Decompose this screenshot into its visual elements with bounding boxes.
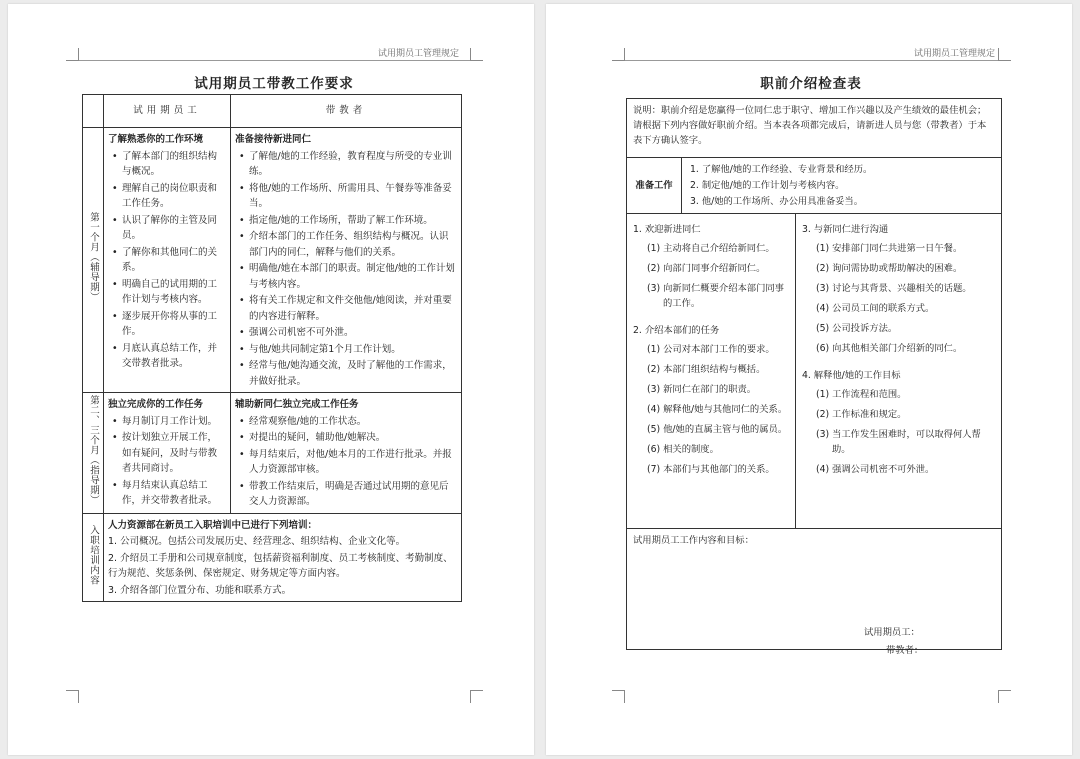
- checklist-item: (1) 安排部门同仁共进第一日午餐。: [815, 243, 963, 254]
- document-title: 试用期员工带教工作要求: [194, 76, 354, 92]
- corner-mark: [66, 48, 79, 61]
- intro-row: [627, 99, 1002, 158]
- list-item: • 将他/她的工作场所、所需用具、午餐券等准备妥当。: [249, 181, 457, 212]
- checklist-item: (5) 公司投诉方法。: [815, 323, 898, 334]
- list-item: • 经常观察他/她的工作状态。: [249, 414, 457, 430]
- checklist-item: (1) 工作流程和范围。: [815, 389, 907, 400]
- page-header-text: 试用期员工管理规定: [914, 49, 996, 59]
- checklist-item: (2) 工作标准和规定。: [815, 409, 907, 420]
- checklist-item: (3) 当工作发生困难时，可以取得何人帮助。: [815, 429, 981, 455]
- column-header-mentor: 带教者: [231, 95, 462, 128]
- list-item: • 与他/她共同制定第1个月工作计划。: [249, 342, 457, 358]
- corner-mark: [470, 48, 483, 61]
- list-item: • 经常与他/她沟通交流，及时了解他的工作需求，并做好批录。: [249, 358, 457, 389]
- list-item: • 带教工作结束后，明确是否通过试用期的意见后交人力资源部。: [249, 479, 457, 510]
- header-rule: [624, 60, 998, 61]
- list-item: • 了解他/她的工作经验，教育程度与所受的专业训练。: [249, 149, 457, 180]
- prep-items: [682, 158, 1002, 214]
- table-row-month-2-3: [83, 393, 462, 514]
- section-heading: 独立完成你的工作任务: [108, 399, 204, 410]
- list-item: • 了解本部门的组织结构与概况。: [122, 149, 226, 180]
- list-item: • 每月结束后，对他/她本月的工作进行批录。并报人力资源部审核。: [249, 447, 457, 478]
- page-header-text: 试用期员工管理规定: [378, 49, 460, 59]
- checklist-item: (4) 解释他/她与其他同仁的关系。: [647, 404, 788, 415]
- bullet-list: [108, 414, 226, 509]
- checklist-left-column: [627, 214, 796, 529]
- list-item: • 按计划独立开展工作，如有疑问，及时与带教者共同商讨。: [122, 430, 226, 477]
- list-item: • 明确他/她在本部门的职责。制定他/她的工作计划与考核内容。: [249, 261, 457, 292]
- checklist-item: (1) 公司对本部门工作的要求。: [647, 344, 775, 355]
- goals-label: 试用期员工工作内容和目标：: [633, 535, 754, 546]
- group-title: 3. 与新同仁进行沟通: [801, 224, 889, 235]
- section-heading: 人力资源部在新员工入职培训中已进行下列培训：: [108, 519, 318, 531]
- left-document-page: [8, 4, 534, 755]
- checklist-item: (7) 本部们与其他部门的关系。: [647, 464, 775, 475]
- bullet-list: [235, 149, 457, 390]
- section-heading: 辅助新同仁独立完成工作任务: [235, 399, 359, 410]
- right-document-page: [546, 4, 1072, 755]
- table-row-month-1: [83, 128, 462, 393]
- training-cell: [104, 513, 462, 602]
- list-item: • 对提出的疑问，辅助他/她解决。: [249, 430, 457, 446]
- goals-cell: [627, 529, 1002, 650]
- table-row-training: [83, 513, 462, 602]
- corner-mark: [66, 690, 79, 703]
- list-item: • 明确自己的试用期的工作计划与考核内容。: [122, 277, 226, 308]
- bullet-list: [108, 149, 226, 372]
- list-item: • 将有关工作规定和文件交他他/她阅读，并对重要的内容进行解释。: [249, 293, 457, 324]
- list-item: • 强调公司机密不可外泄。: [249, 325, 457, 341]
- mentoring-requirements-table: [82, 94, 462, 602]
- list-item: • 逐步展开你将从事的工作。: [122, 309, 226, 340]
- checklist-item: (4) 强调公司机密不可外泄。: [815, 464, 935, 475]
- document-title: 职前介绍检查表: [760, 76, 862, 92]
- checklist-item: (3) 讨论与其背景、兴趣相关的话题。: [815, 283, 972, 294]
- list-item: • 每月结束认真总结工作，并交带教者批录。: [122, 478, 226, 509]
- list-item: • 了解你和其他同仁的关系。: [122, 245, 226, 276]
- checklist-item: (2) 询问需协助或帮助解决的困难。: [815, 263, 963, 274]
- prep-item: 1. 了解他/她的工作经验、专业背景和经历。: [690, 164, 873, 175]
- prep-label: 准备工作: [627, 158, 682, 214]
- checklist-item: (2) 本部门组织结构与概括。: [647, 364, 766, 375]
- checklist-item: (2) 向部门同事介绍新同仁。: [647, 263, 766, 274]
- corner-mark: [612, 48, 625, 61]
- side-label: 入职培训内容: [83, 513, 104, 602]
- employee-cell: [104, 128, 231, 393]
- prep-item: 3. 他/她的工作场所、办公用具准备妥当。: [690, 196, 864, 207]
- list-item: • 每月制订月工作计划。: [122, 414, 226, 430]
- mentor-cell: [231, 128, 462, 393]
- side-label: 第一个月（辅导期）: [83, 128, 104, 393]
- employee-cell: [104, 393, 231, 514]
- orientation-checklist-table: [626, 98, 1002, 650]
- checklist-item: (3) 新同仁在部门的职责。: [647, 384, 757, 395]
- group-title: 2. 介绍本部们的任务: [633, 325, 720, 336]
- list-item: • 理解自己的岗位职责和工作任务。: [122, 181, 226, 212]
- column-header-employee: 试用期员工: [104, 95, 231, 128]
- mentor-cell: [231, 393, 462, 514]
- side-label: 第二、三个月（指导期）: [83, 393, 104, 514]
- checklist-item: (5) 他/她的直属主管与他的属员。: [647, 424, 788, 435]
- section-heading: 了解熟悉你的工作环境: [108, 134, 204, 145]
- intro-text: 说明：职前介绍是您赢得一位同仁忠于职守、增加工作兴趣以及产生绩效的最佳机会；请根据下列内容做好职前介绍。当本表各项都完成后，请新进人员与您（带教者）于本表下方确认签字。: [627, 99, 1002, 158]
- training-item: 2. 介绍员工手册和公司规章制度，包括薪资福利制度、员工考核制度、考勤制度、行为规范、奖惩条例、保密规定、财务规定等方面内容。: [108, 552, 453, 579]
- table-header-row: [83, 95, 462, 128]
- checklist-item: (6) 向其他相关部门介绍新的同仁。: [815, 343, 963, 354]
- checklist-row: [627, 214, 1002, 529]
- corner-mark: [998, 690, 1011, 703]
- checklist-item: (4) 公司员工间的联系方式。: [815, 303, 935, 314]
- section-heading: 准备接待新进同仁: [235, 134, 312, 145]
- corner-mark: [470, 690, 483, 703]
- group-title: 4. 解释他/她的工作目标: [801, 370, 901, 381]
- prep-item: 2. 制定他/她的工作计划与考核内容。: [690, 180, 845, 191]
- mentor-signature-label: 带教者：: [886, 645, 924, 656]
- corner-mark: [998, 48, 1011, 61]
- checklist-item: (6) 相关的制度。: [647, 444, 719, 455]
- bullet-list: [235, 414, 457, 510]
- header-rule: [78, 60, 470, 61]
- employee-signature-label: 试用期员工：: [864, 627, 920, 638]
- group-title: 1. 欢迎新进同仁: [633, 224, 701, 235]
- training-item: 3. 介绍各部门位置分布、功能和联系方式。: [108, 584, 292, 596]
- list-item: • 月底认真总结工作，并交带教者批录。: [122, 341, 226, 372]
- list-item: • 介绍本部门的工作任务、组织结构与概况。认识部门内的同仁，解释与他们的关系。: [249, 229, 457, 260]
- list-item: • 认识了解你的主管及同员。: [122, 213, 226, 244]
- training-item: 1. 公司概况。包括公司发展历史、经营理念、组织结构、企业文化等。: [108, 536, 406, 547]
- checklist-item: (3) 向新同仁概要介绍本部门同事的工作。: [647, 283, 784, 309]
- goals-row: [627, 529, 1002, 650]
- prep-row: [627, 158, 1002, 214]
- corner-mark: [612, 690, 625, 703]
- checklist-right-column: [795, 214, 1001, 529]
- checklist-item: (1) 主动将自己介绍给新同仁。: [647, 243, 775, 254]
- list-item: • 指定他/她的工作场所，帮助了解工作环境。: [249, 213, 457, 229]
